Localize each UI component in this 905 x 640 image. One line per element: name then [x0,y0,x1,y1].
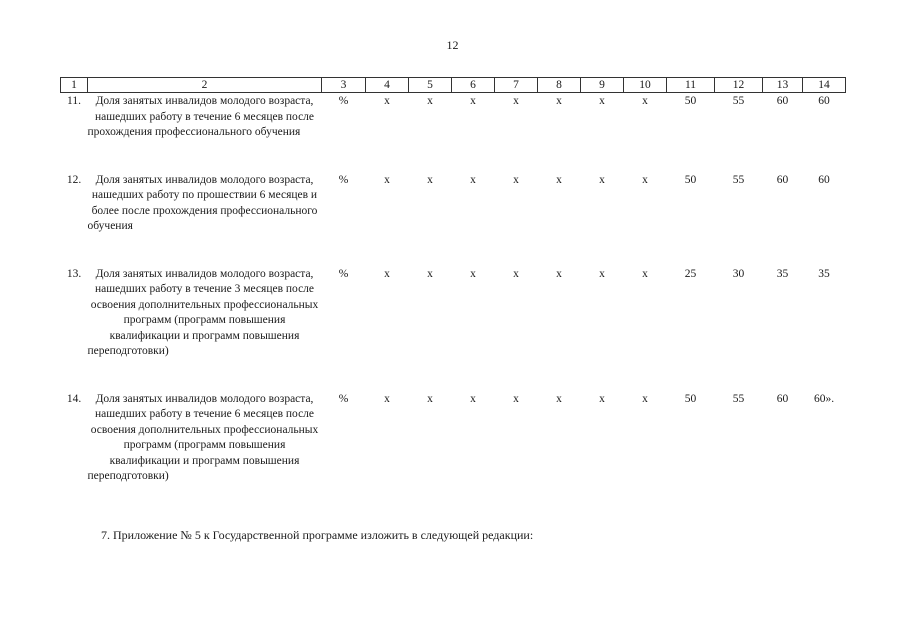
page-number: 12 [446,38,459,52]
header-row [61,78,846,93]
value-cell: х [556,267,562,280]
indicator-label: Доля занятых инвалидов молодого возраста, нашедших работу по прошествии 6 месяцев и более после прохождения профессионального обучения [87,173,318,232]
unit-cell: % [338,95,349,107]
value-cell: х [556,95,562,107]
indicators-table [60,77,846,517]
value-cell: 60 [818,173,830,186]
value-cell: х [642,392,648,405]
value-cell: х [384,267,390,280]
column-header: 14 [803,78,846,93]
value-cell: х [599,267,605,280]
value-cell: 55 [732,173,745,186]
row-number: 13. [66,267,82,280]
value-cell: 35 [776,267,789,280]
column-header: 13 [763,78,803,93]
value-cell: х [384,95,390,107]
value-cell: х [513,392,519,405]
value-cell: х [470,95,476,107]
unit-cell: % [338,267,349,280]
value-cell: 55 [732,95,745,107]
column-header: 12 [715,78,763,93]
row-number: 12. [66,173,82,186]
row-number: 11. [67,95,81,107]
value-cell: х [556,392,562,405]
table-row [61,267,846,392]
value-cell: х [427,392,433,405]
column-header: 8 [538,78,581,93]
column-header: 5 [409,78,452,93]
value-cell: 60 [818,95,830,107]
value-cell: х [599,95,605,107]
column-header: 4 [366,78,409,93]
table-row [61,93,846,173]
value-cell: х [384,392,390,405]
value-cell: х [642,173,648,186]
value-cell: 60 [776,173,789,186]
unit-cell: % [338,173,349,186]
unit-cell: % [338,392,349,405]
column-header: 9 [581,78,624,93]
value-cell: х [642,267,648,280]
indicator-label: Доля занятых инвалидов молодого возраста, нашедших работу в течение 6 месяцев после освоения дополнительных профессиональных программ (программ повышения квалификации и программ повышения переподготовки) [87,392,319,482]
column-header: 3 [322,78,366,93]
closing-paragraph: 7. Приложение № 5 к Государственной программе изложить в следующей редакции: [101,528,534,542]
value-cell: х [427,95,433,107]
value-cell: 60 [776,95,789,107]
value-cell: 35 [818,267,830,280]
indicator-label: Доля занятых инвалидов молодого возраста, нашедших работу в течение 6 месяцев после прохождения профессионального обучения [87,95,315,138]
column-header: 11 [667,78,715,93]
value-cell: х [427,267,433,280]
value-cell: 60 [776,392,789,405]
value-cell: х [384,173,390,186]
value-cell: х [513,95,519,107]
value-cell: х [599,173,605,186]
value-cell: 50 [684,173,697,186]
value-cell: х [513,173,519,186]
column-header: 6 [452,78,495,93]
value-cell: х [513,267,519,280]
value-cell: 55 [732,392,745,405]
value-cell: х [470,173,476,186]
value-cell: х [556,173,562,186]
value-cell: 25 [684,267,697,280]
value-cell: 60». [813,392,835,405]
value-cell: 30 [732,267,745,280]
value-cell: х [642,95,648,107]
row-number: 14. [66,392,82,405]
value-cell: х [599,392,605,405]
column-header: 10 [624,78,667,93]
column-header: 2 [88,78,322,93]
value-cell: х [427,173,433,186]
table-row [61,173,846,267]
column-header: 7 [495,78,538,93]
value-cell: х [470,267,476,280]
value-cell: 50 [684,95,697,107]
column-header: 1 [61,78,88,93]
table-row [61,392,846,517]
value-cell: 50 [684,392,697,405]
value-cell: х [470,392,476,405]
indicator-label: Доля занятых инвалидов молодого возраста, нашедших работу в течение 3 месяцев после освоения дополнительных профессиональных программ (программ повышения квалификации и программ повышения переподготовки) [87,267,319,357]
